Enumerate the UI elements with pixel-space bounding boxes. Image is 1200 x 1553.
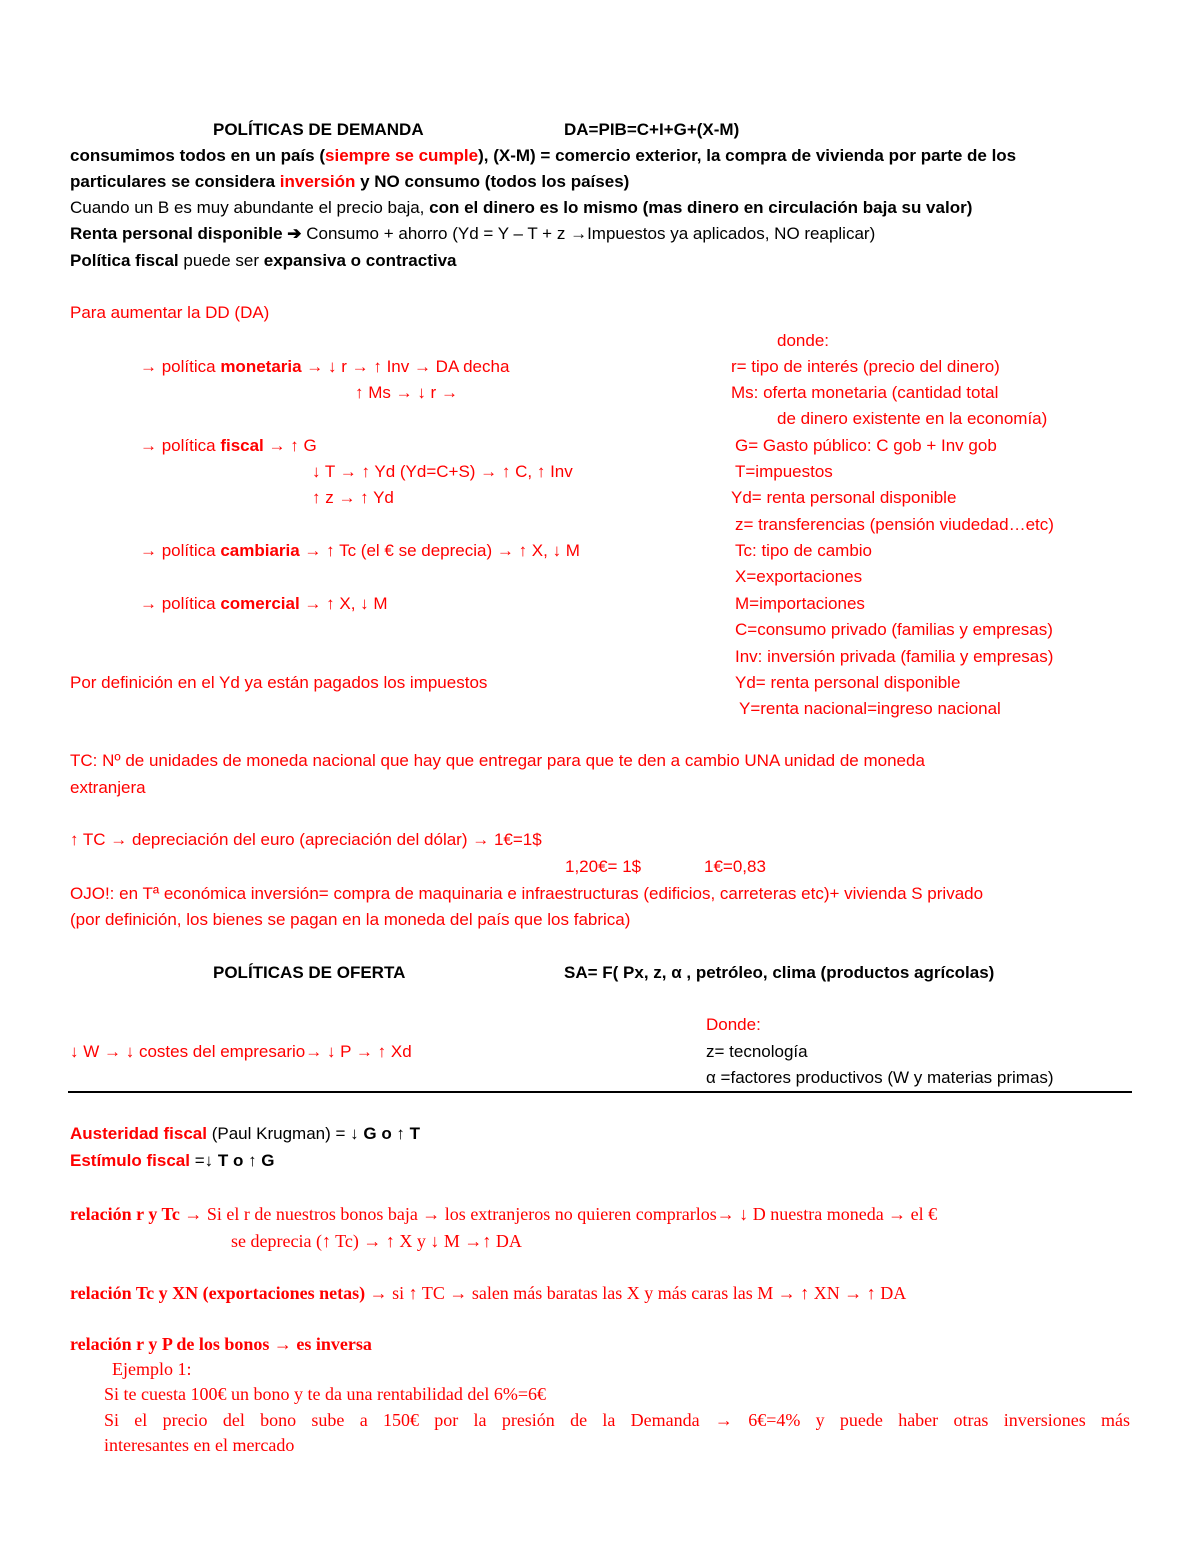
ojo-note-1: OJO!: en Tª económica inversión= compra de maquinaria e infraestructuras (edificios, carreteras etc)+ vivienda S privado	[70, 884, 984, 903]
demand-line-4: Renta personal disponible ➔ Consumo + ahorro (Yd = Y – T + z →Impuestos ya aplicados, NO reaplicar)	[70, 224, 876, 243]
fiscal-line-1: → política fiscal → ↑ G	[140, 436, 317, 455]
demand-line-2: particulares se considera inversión y NO consumo (todos los países)	[70, 172, 630, 191]
tc-example-1: 1,20€= 1$	[565, 857, 642, 876]
section-divider	[68, 1091, 1132, 1093]
demand-line-1: consumimos todos en un país (siempre se cumple), (X-M) = comercio exterior, la compra de vivienda por parte de los	[70, 146, 1017, 165]
legend-g: G= Gasto público: C gob + Inv gob	[735, 436, 997, 455]
legend-r: r= tipo de interés (precio del dinero)	[731, 357, 1000, 376]
ojo-note-2: (por definición, los bienes se pagan en la moneda del país que los fabrica)	[70, 910, 631, 929]
example-line-2: Si el precio del bono sube a 150€ por la presión de la Demanda → 6€=4% y puede haber otras inversiones más	[104, 1410, 1130, 1430]
tc-definition-2: extranjera	[70, 778, 146, 797]
example-line-3: interesantes en el mercado	[104, 1435, 295, 1455]
demand-formula: DA=PIB=C+I+G+(X-M)	[564, 120, 740, 139]
example-line-1: Si te cuesta 100€ un bono y te da una rentabilidad del 6%=6€	[104, 1384, 547, 1404]
supply-title: POLÍTICAS DE OFERTA	[213, 963, 406, 982]
demand-line-5: Política fiscal puede ser expansiva o contractiva	[70, 251, 457, 270]
example-heading: Ejemplo 1:	[112, 1359, 192, 1379]
monetary-line-2: ↑ Ms → ↓ r →	[355, 383, 458, 402]
legend-c: C=consumo privado (familias y empresas)	[735, 620, 1053, 639]
demand-line-3: Cuando un B es muy abundante el precio baja, con el dinero es lo mismo (mas dinero en circulación baja su valor)	[70, 198, 973, 217]
stimulus-line: Estímulo fiscal =↓ T o ↑ G	[70, 1151, 275, 1170]
legend-inv: Inv: inversión privada (familia y empresas)	[735, 647, 1054, 666]
increase-heading: Para aumentar la DD (DA)	[70, 303, 270, 322]
legend-donde: donde:	[777, 331, 829, 350]
legend-z: z= transferencias (pensión viudedad…etc)	[735, 515, 1054, 534]
legend-yd: Yd= renta personal disponible	[731, 488, 957, 507]
tc-rise: ↑ TC → depreciación del euro (apreciación del dólar) → 1€=1$	[70, 830, 542, 849]
relation-tc-xn: relación Tc y XN (exportaciones netas) → si ↑ TC → salen más baratas las X y más caras las M → ↑ XN → ↑ DA	[70, 1283, 907, 1303]
fiscal-line-3: ↑ z → ↑ Yd	[312, 488, 394, 507]
austerity-line: Austeridad fiscal (Paul Krugman) = ↓ G o ↑ T	[70, 1124, 421, 1143]
definition-note: Por definición en el Yd ya están pagados los impuestos	[70, 673, 488, 692]
supply-alpha: α =factores productivos (W y materias primas)	[706, 1068, 1054, 1087]
legend-x: X=exportaciones	[735, 567, 863, 586]
relation-r-tc-1: relación r y Tc → Si el r de nuestros bonos baja → los extranjeros no quieren comprarlos→ ↓ D nuestra moneda → el €	[70, 1204, 938, 1224]
exchange-line: → política cambiaria → ↑ Tc (el € se deprecia) → ↑ X, ↓ M	[140, 541, 580, 560]
legend-tc: Tc: tipo de cambio	[735, 541, 873, 560]
supply-chain: ↓ W → ↓ costes del empresario→ ↓ P → ↑ Xd	[70, 1042, 412, 1061]
tc-example-2: 1€=0,83	[704, 857, 766, 876]
supply-formula: SA= F( Px, z, α , petróleo, clima (productos agrícolas)	[564, 963, 995, 982]
fiscal-line-2: ↓ T → ↑ Yd (Yd=C+S) → ↑ C, ↑ Inv	[312, 462, 573, 481]
legend-ms-1: Ms: oferta monetaria (cantidad total	[731, 383, 999, 402]
legend-y: Y=renta nacional=ingreso nacional	[739, 699, 1001, 718]
supply-donde: Donde:	[706, 1015, 761, 1034]
legend-ms-2: de dinero existente en la economía)	[777, 409, 1048, 428]
relation-r-tc-2: se deprecia (↑ Tc) → ↑ X y ↓ M →↑ DA	[231, 1231, 522, 1251]
legend-yd-2: Yd= renta personal disponible	[735, 673, 961, 692]
supply-z: z= tecnología	[706, 1042, 808, 1061]
relation-r-p: relación r y P de los bonos → es inversa	[70, 1334, 372, 1354]
commercial-line: → política comercial → ↑ X, ↓ M	[140, 594, 388, 613]
legend-t: T=impuestos	[735, 462, 833, 481]
legend-m: M=importaciones	[735, 594, 865, 613]
demand-title: POLÍTICAS DE DEMANDA	[213, 120, 424, 139]
tc-definition-1: TC: Nº de unidades de moneda nacional que hay que entregar para que te den a cambio UNA unidad de moneda	[70, 751, 925, 770]
monetary-line-1: → política monetaria → ↓ r → ↑ Inv → DA decha	[140, 357, 510, 376]
